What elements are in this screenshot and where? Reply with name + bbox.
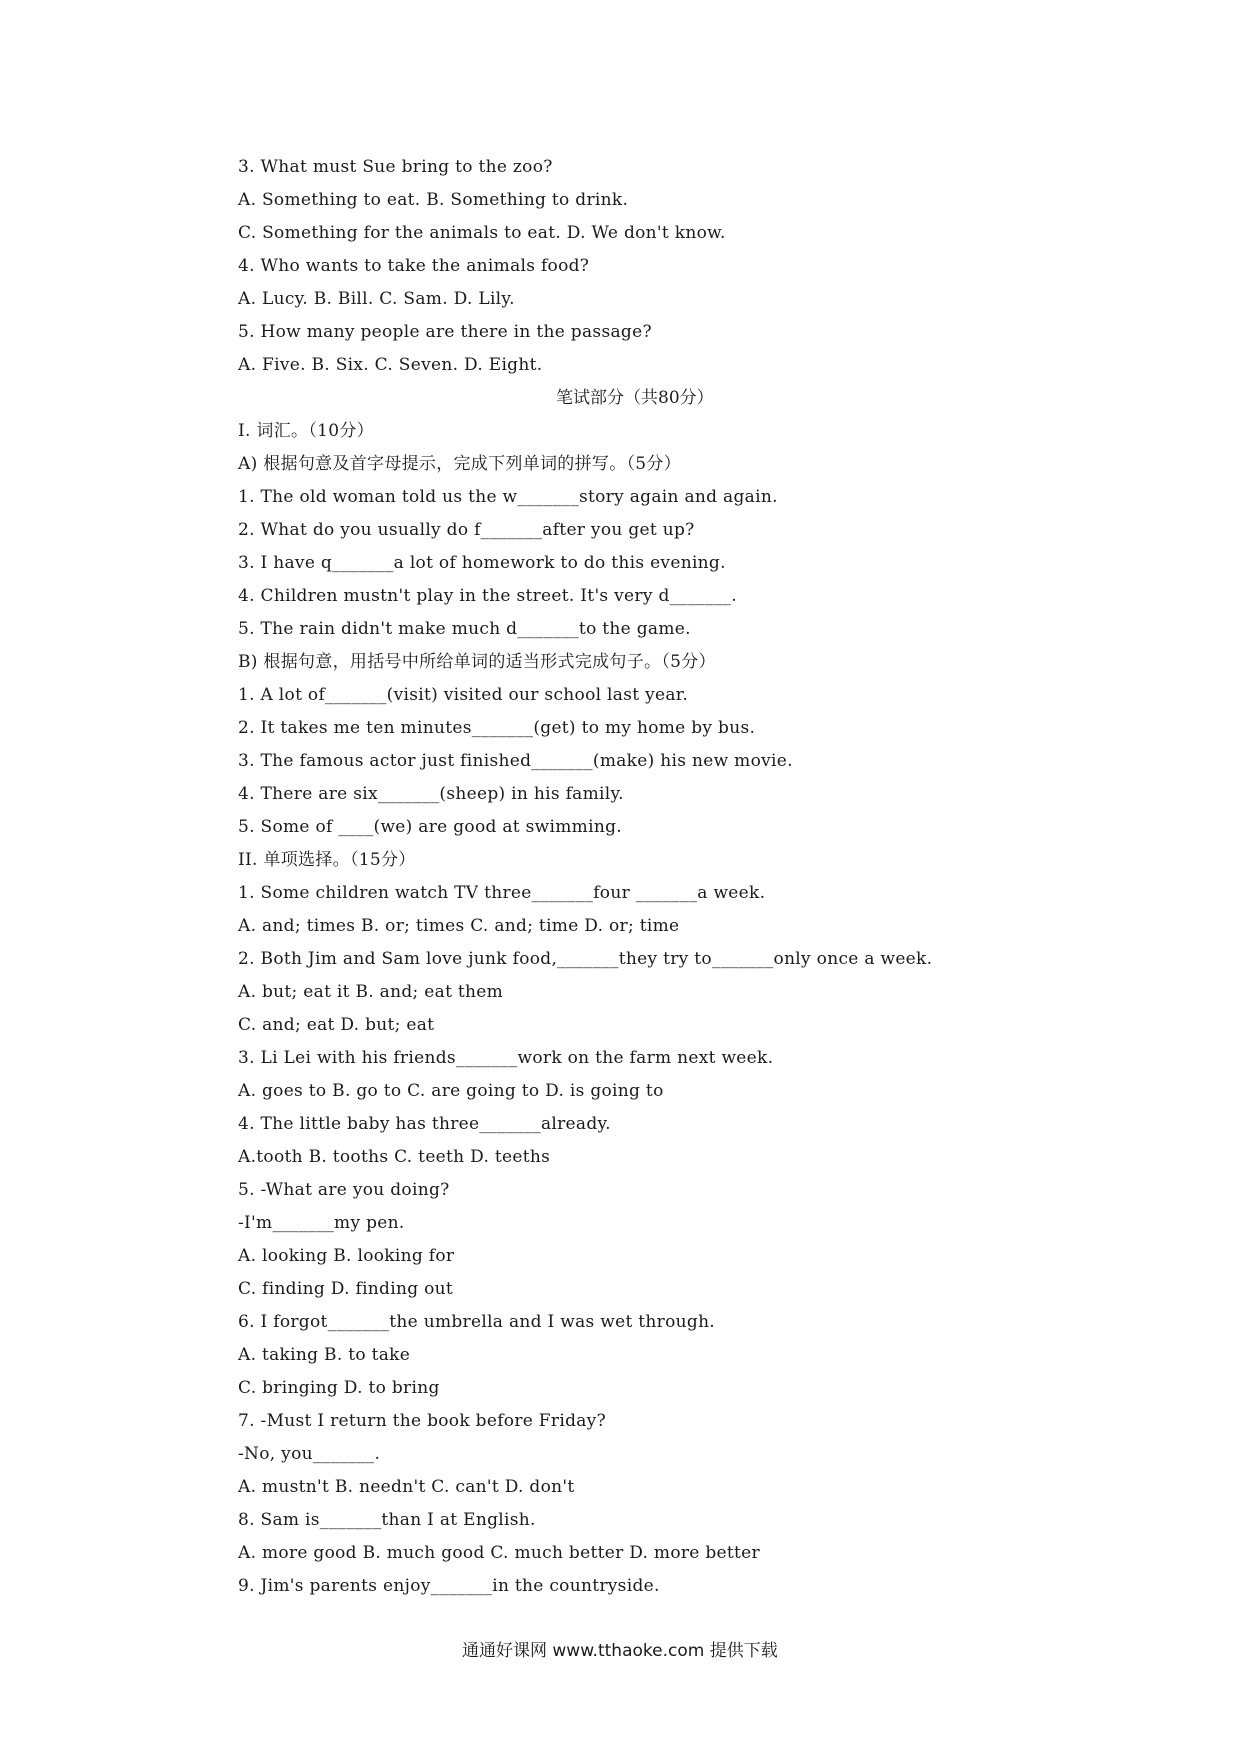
mc-question-7-options: A. mustn't B. needn't C. can't D. don't	[238, 1477, 575, 1497]
part-a-item-2: 2. What do you usually do f_______after you get up?	[238, 520, 695, 540]
mc-question-3: 3. Li Lei with his friends_______work on the farm next week.	[238, 1048, 774, 1068]
mc-question-2: 2. Both Jim and Sam love junk food,_______they try to_______only once a week.	[238, 949, 933, 969]
mc-question-5-options-cd: C. finding D. finding out	[238, 1279, 454, 1299]
question-3-options-ab: A. Something to eat. B. Something to drink.	[238, 190, 629, 210]
mc-question-1: 1. Some children watch TV three_______four _______a week.	[238, 883, 766, 903]
mc-question-2-options-ab: A. but; eat it B. and; eat them	[238, 982, 504, 1002]
mc-question-9: 9. Jim's parents enjoy_______in the countryside.	[238, 1576, 660, 1596]
mc-question-4: 4. The little baby has three_______already.	[238, 1114, 611, 1134]
mc-question-8-options: A. more good B. much good C. much better D. more better	[238, 1543, 760, 1563]
mc-question-6: 6. I forgot_______the umbrella and I was wet through.	[238, 1312, 716, 1332]
question-3-options-cd: C. Something for the animals to eat. D. We don't know.	[238, 223, 726, 243]
mc-question-2-options-cd: C. and; eat D. but; eat	[238, 1015, 435, 1035]
part-b-instruction: B) 根据句意，用括号中所给单词的适当形式完成句子。（5分）	[238, 652, 716, 672]
part-a-item-1: 1. The old woman told us the w_______story again and again.	[238, 487, 778, 507]
question-4-options: A. Lucy. B. Bill. C. Sam. D. Lily.	[238, 289, 515, 309]
part-b-item-1: 1. A lot of_______(visit) visited our school last year.	[238, 685, 689, 705]
mc-question-3-options: A. goes to B. go to C. are going to D. is going to	[238, 1081, 664, 1101]
mc-question-5: 5. -What are you doing?	[238, 1180, 450, 1200]
part-a-instruction: A) 根据句意及首字母提示，完成下列单词的拼写。（5分）	[238, 454, 682, 474]
written-section-heading: 笔试部分（共80分）	[556, 388, 714, 408]
question-4: 4. Who wants to take the animals food?	[238, 256, 590, 276]
section-i-heading: I. 词汇。（10分）	[238, 421, 374, 441]
footer-download-note: 通通好课网 www.tthaoke.com 提供下载	[462, 1641, 778, 1661]
question-5-options: A. Five. B. Six. C. Seven. D. Eight.	[238, 355, 543, 375]
mc-question-1-options: A. and; times B. or; times C. and; time D. or; time	[238, 916, 680, 936]
part-b-item-3: 3. The famous actor just finished_______(make) his new movie.	[238, 751, 793, 771]
part-b-item-4: 4. There are six_______(sheep) in his family.	[238, 784, 624, 804]
mc-question-8: 8. Sam is_______than I at English.	[238, 1510, 536, 1530]
question-5: 5. How many people are there in the passage?	[238, 322, 652, 342]
mc-question-6-options-ab: A. taking B. to take	[238, 1345, 411, 1365]
part-b-item-5: 5. Some of ____(we) are good at swimming.	[238, 817, 622, 837]
part-a-item-3: 3. I have q_______a lot of homework to do this evening.	[238, 553, 726, 573]
part-a-item-5: 5. The rain didn't make much d_______to the game.	[238, 619, 691, 639]
mc-question-6-options-cd: C. bringing D. to bring	[238, 1378, 440, 1398]
part-b-item-2: 2. It takes me ten minutes_______(get) to my home by bus.	[238, 718, 756, 738]
mc-question-5-reply: -I'm_______my pen.	[238, 1213, 405, 1233]
question-3: 3. What must Sue bring to the zoo?	[238, 157, 553, 177]
mc-question-7: 7. -Must I return the book before Friday?	[238, 1411, 607, 1431]
mc-question-4-options: A.tooth B. tooths C. teeth D. teeths	[238, 1147, 551, 1167]
mc-question-7-reply: -No, you_______.	[238, 1444, 381, 1464]
section-ii-heading: II. 单项选择。（15分）	[238, 850, 416, 870]
mc-question-5-options-ab: A. looking B. looking for	[238, 1246, 455, 1266]
part-a-item-4: 4. Children mustn't play in the street. It's very d_______.	[238, 586, 737, 606]
